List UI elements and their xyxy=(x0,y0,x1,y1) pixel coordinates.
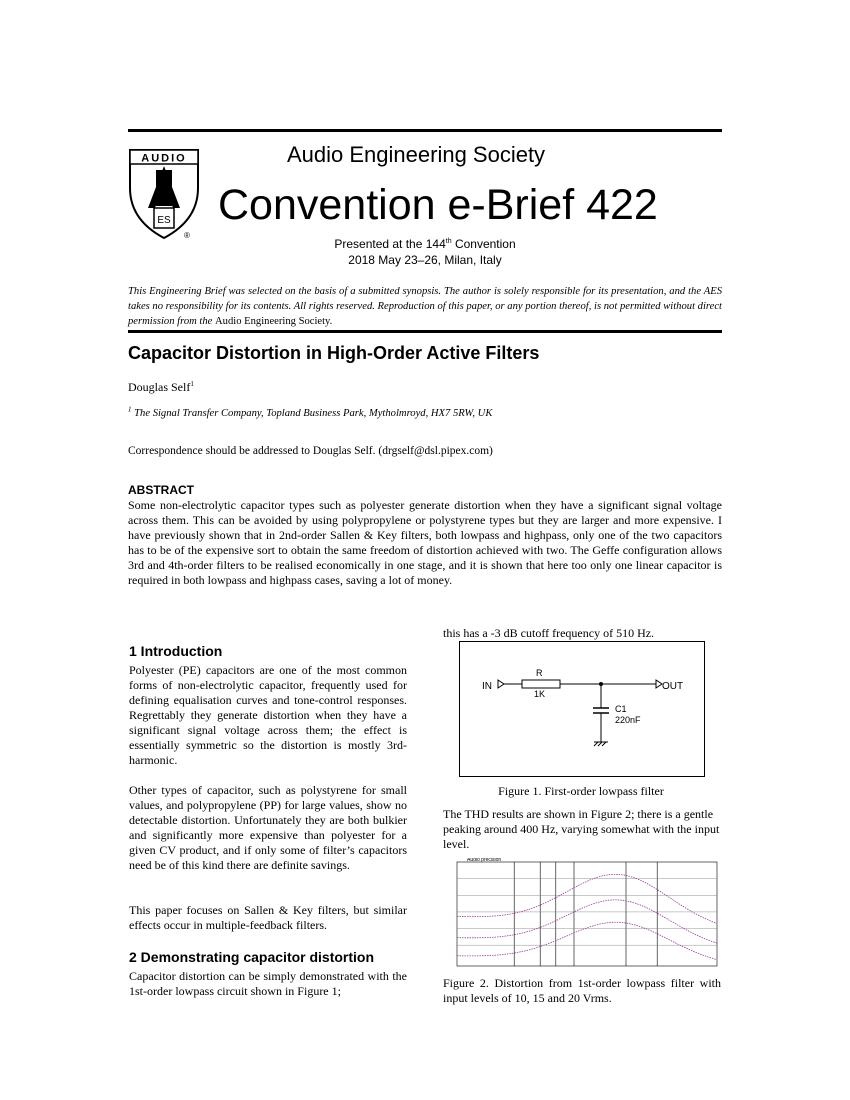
intro-paragraph-1: Polyester (PE) capacitors are one of the most common forms of non-electrolytic capacitor, frequently used for defining equalisation curves and tone-control responses. Regrettably they generate distortion when they have a significant signal voltage across them; the effect is essentially symmetric so the distortion is mostly 3rd-harmonic. xyxy=(129,663,407,767)
author: Douglas Self$^1$ xyxy=(128,380,194,394)
intro-paragraph-3: This paper focuses on Sallen & Key filters, but similar effects occur in multiple-feedback filters. xyxy=(129,903,407,932)
svg-text:®: ® xyxy=(184,231,190,240)
disclaimer: This Engineering Brief was selected on the basis of a submitted synopsis. The author is solely responsible for its presentation, and the AES takes no responsibility for its contents. All rights reserved. Reproduction of this paper, or any portion thereof, is not permitted without direct permission from the Audio Engineering Society. xyxy=(128,286,722,327)
figure-2-caption: Figure 2. Distortion from 1st-order lowpass filter with input levels of 10, 15 and 20 Vrms. xyxy=(443,976,721,1005)
convention-dates: 2018 May 23–26, Milan, Italy xyxy=(348,253,502,267)
intro-paragraph-2: Other types of capacitor, such as polystyrene for small values, and polypropylene (PP) for large values, show no detectable distortion. Unfortunately they are both bulkier and significantly more expensive than polyester for a given CV product, and if only some of filter’s capacitors need be of this kind there are definite savings. xyxy=(129,783,407,872)
resistor-label: R xyxy=(536,668,543,678)
figure-1-circuit xyxy=(459,641,705,777)
right-column-intro: this has a -3 dB cutoff frequency of 510 Hz. xyxy=(443,626,655,640)
section-1-heading: 1 Introduction xyxy=(129,643,223,659)
chart-title: Audio precision xyxy=(467,858,502,863)
circuit-out-label: OUT xyxy=(662,681,684,692)
aes-logo xyxy=(128,148,200,240)
capacitor-value: 220nF xyxy=(615,715,641,725)
circuit-in-label: IN xyxy=(482,681,492,692)
figure-1-caption: Figure 1. First-order lowpass filter xyxy=(498,784,664,798)
svg-text:ES: ES xyxy=(157,215,171,226)
convention-title: Convention e-Brief 422 xyxy=(218,181,658,229)
abstract-text: Some non-electrolytic capacitor types such as polyester generate distortion when they have a significant signal voltage across them. This can be avoided by using polypropylene or polystyrene types but they are larger and more expensive. I have previously shown that in 2nd-order Sallen & Key filters, both lowpass and highpass, only one of the two capacitors has to be of the expensive sort to obtain the same freedom of distortion achieved with two. The Geffe configuration allows 3rd and 4th-order filters to be realised economically in one stage, and it is shown that here too only one linear capacitor is required in both lowpass and highpass cases, saving a lot of money. xyxy=(128,498,722,587)
right-column-paragraph: The THD results are shown in Figure 2; there is a gentle peaking around 400 Hz, varying somewhat with the input level. xyxy=(443,807,720,851)
presented-at: Presented at the 144th Convention 2018 May 23–26, Milan, Italy xyxy=(334,237,516,267)
affiliation: $^1$ The Signal Transfer Company, Topland Business Park, Mytholmroyd, HX7 5RW, UK xyxy=(128,405,493,419)
svg-text:AUDIO: AUDIO xyxy=(141,152,187,165)
header-bottom-rule xyxy=(128,330,722,333)
capacitor-label: C1 xyxy=(615,704,627,714)
paper-title: Capacitor Distortion in High-Order Active Filters xyxy=(128,343,540,363)
section-2-heading: 2 Demonstrating capacitor distortion xyxy=(129,949,375,965)
correspondence: Correspondence should be addressed to Douglas Self. (drgself@dsl.pipex.com) xyxy=(128,445,493,457)
resistor-value: 1K xyxy=(534,689,546,699)
abstract-heading: ABSTRACT xyxy=(128,483,194,497)
figure-2-chart xyxy=(443,858,721,972)
top-rule xyxy=(128,129,722,132)
resistor-symbol xyxy=(522,680,560,688)
society-name: Audio Engineering Society xyxy=(287,142,546,167)
section-2-paragraph: Capacitor distortion can be simply demonstrated with the 1st-order lowpass circuit shown in Figure 1; xyxy=(129,969,407,998)
